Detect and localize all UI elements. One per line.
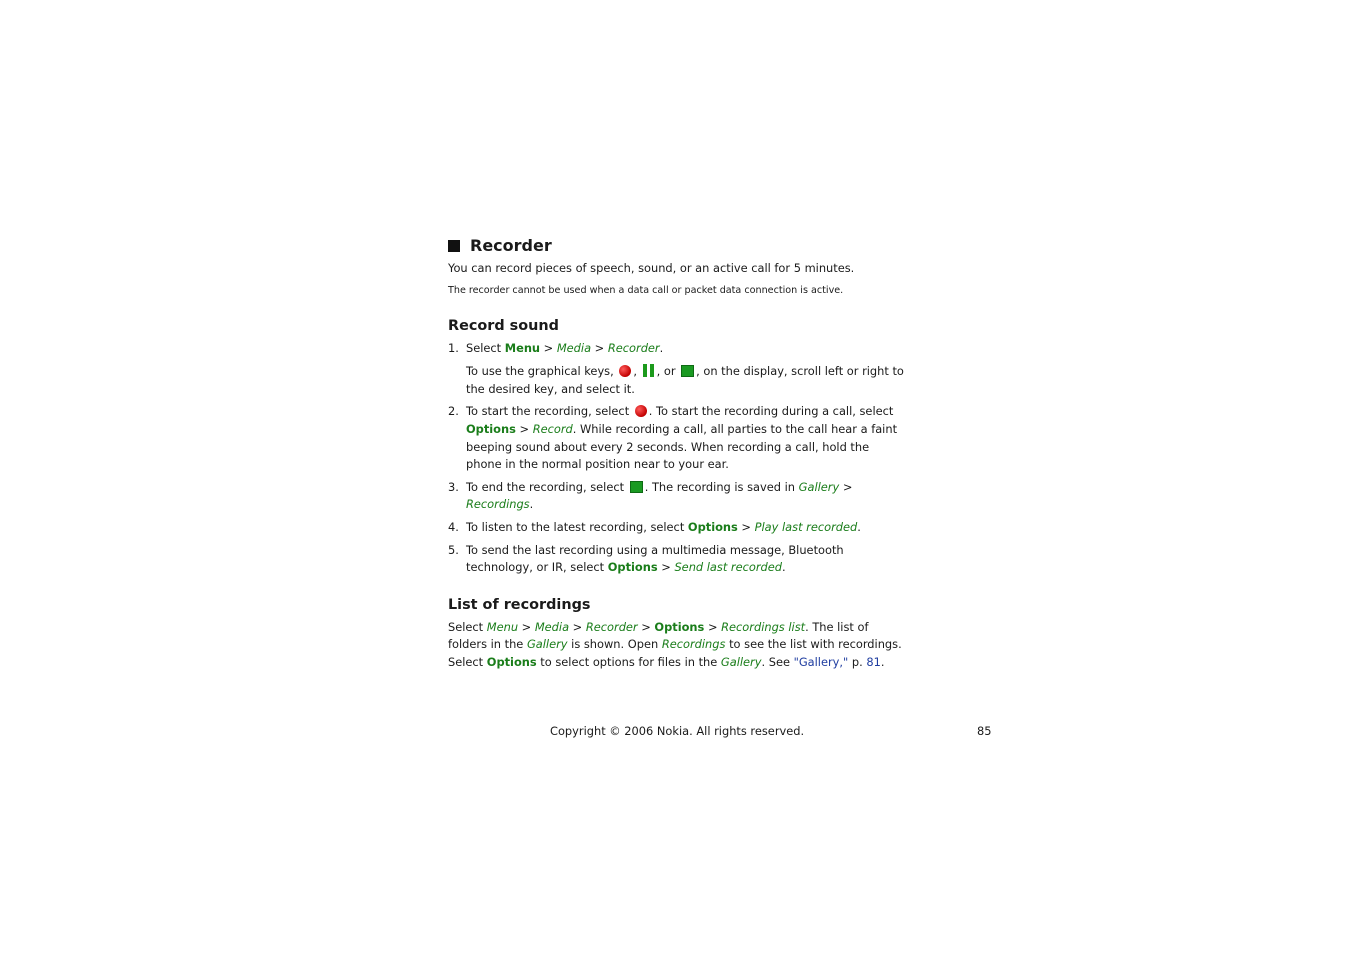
pause-icon: [643, 364, 655, 377]
record-sound-heading: Record sound: [448, 317, 559, 334]
document-page: [448, 236, 908, 672]
step-2: 2. To start the recording, select . To start the recording during a call, select Options > Record. While recording a call, all parties to the call hear a faint beeping sound about every 2 seconds. When recording a call, hold the phone in the normal position near to your ear.: [448, 404, 898, 472]
stop-icon: [681, 365, 694, 377]
record-icon: [619, 365, 631, 377]
page-ref-link[interactable]: 81: [866, 654, 881, 669]
step-4: 4. To listen to the latest recording, select Options > Play last recorded.: [448, 519, 861, 534]
note-text: The recorder cannot be used when a data call or packet data connection is active.: [448, 284, 844, 296]
square-bullet-icon: [448, 240, 460, 252]
step-1: 1. Select Menu > Media > Recorder. To use the graphical keys, , , or , on the display, scroll left or right to the desired key, and select it.: [448, 340, 904, 396]
intro-text: You can record pieces of speech, sound, or an active call for 5 minutes.: [448, 261, 855, 275]
copyright-footer: Copyright © 2006 Nokia. All rights reserved.: [550, 724, 805, 738]
record-icon: [635, 405, 647, 417]
section-title: Recorder: [448, 236, 908, 256]
step-3: 3. To end the recording, select . The recording is saved in Gallery > Recordings.: [448, 479, 853, 512]
steps-list: [448, 340, 908, 577]
page-number: 85: [977, 724, 992, 738]
gallery-link[interactable]: "Gallery,": [793, 654, 849, 669]
step-5: 5. To send the last recording using a multimedia message, Bluetooth technology, or IR, select Options > Send last recorded.: [448, 542, 844, 575]
stop-icon: [630, 481, 643, 493]
list-of-recordings-text: Select Menu > Media > Recorder > Options > Recordings list. The list of folders in the Gallery is shown. Open Recordings to see the list with recordings. Select Options to select options for files in the Gallery. See "Gallery," p. 81.: [448, 619, 902, 669]
list-of-recordings-heading: List of recordings: [448, 596, 591, 613]
